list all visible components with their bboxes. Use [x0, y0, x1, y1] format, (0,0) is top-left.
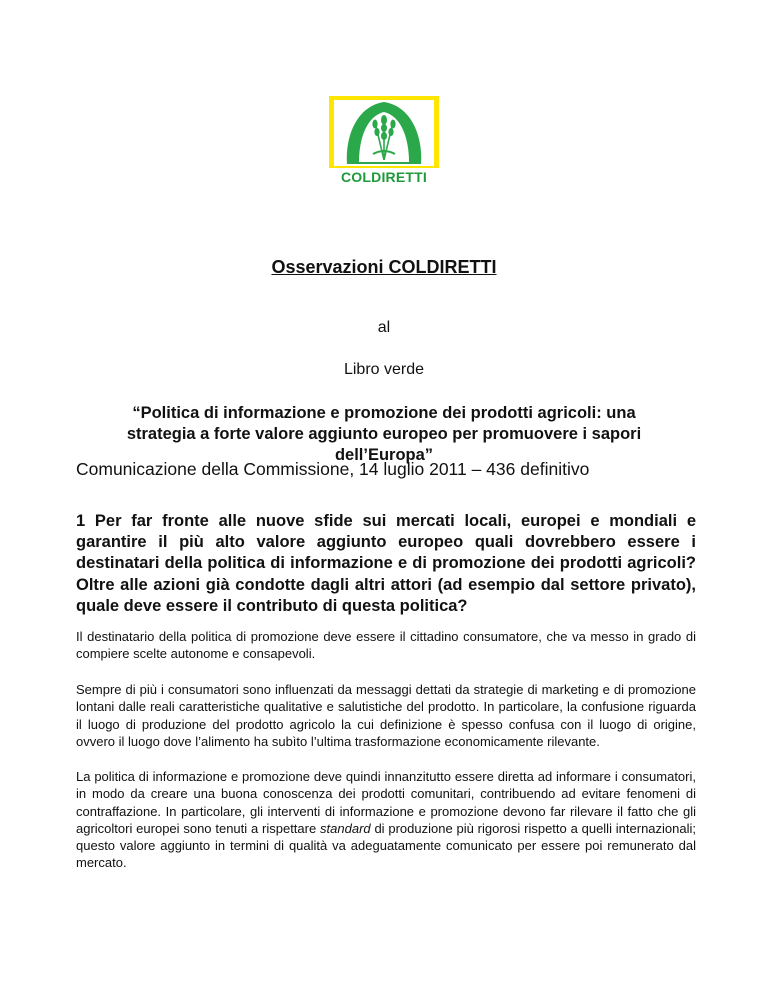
paragraph-3: [76, 768, 696, 872]
paragraph-2: Sempre di più i consumatori sono influenzati da messaggi dettati da strategie di marketing e di promozione lontani dalle reali caratteristiche qualitative e salutistiche del prodotto. In particolare, la confusione riguarda il luogo di produzione del prodotto agricolo la cui definizione è spesso confusa con il luogo di origine, ovvero il luogo dove l’alimento ha subìto l’ultima trasformazione economicamente rilevante.: [76, 682, 696, 749]
paragraph-3-emphasis: standard: [320, 820, 371, 836]
document-title: Osservazioni COLDIRETTI: [271, 257, 497, 277]
green-paper-label: Libro verde: [343, 361, 425, 378]
paragraph-3-part-a: La politica di informazione e promozione deve quindi innanzitutto essere diretta ad informare i consumatori, in modo da creare una buona conoscenza dei prodotti comunitari, contribuendo ad evitare fenomeni di contraffazione. In particolare, gli interventi di informazione e promozione devono far rilevare il fatto che gli agricoltori europei sono tenuti a rispettare: [76, 769, 696, 836]
logo-wordmark: COLDIRETTI: [341, 169, 427, 185]
commission-communication: Comunicazione della Commissione, 14 luglio 2011 – 436 definitivo: [76, 459, 590, 479]
preposition-line: al: [377, 319, 391, 336]
green-paper-subject: “Politica di informazione e promozione dei prodotti agricoli: una strategia a forte valore aggiunto europeo per promuovere i sapori dell’Europa”: [126, 404, 642, 464]
paragraph-3-part-b: di produzione più rigorosi rispetto a quelli internazionali; questo valore aggiunto in termini di qualità va adeguatamente comunicato per essere poi remunerato dal mercato.: [76, 820, 696, 871]
question-1: 1 Per far fronte alle nuove sfide sui mercati locali, europei e mondiali e garantire il più alto valore aggiunto europeo quali dovrebbero essere i destinatari della politica di informazione e di promozione dei prodotti agricoli? Oltre alle azioni già condotte dagli altri attori (ad esempio dal settore privato), quale deve essere il contributo di questa politica?: [76, 512, 696, 615]
wheat-emblem-icon: [329, 96, 439, 168]
coldiretti-logo: [329, 96, 439, 192]
paragraph-1: Il destinatario della politica di promozione deve essere il cittadino consumatore, che va messo in grado di compiere scelte autonome e consapevoli.: [76, 629, 696, 662]
